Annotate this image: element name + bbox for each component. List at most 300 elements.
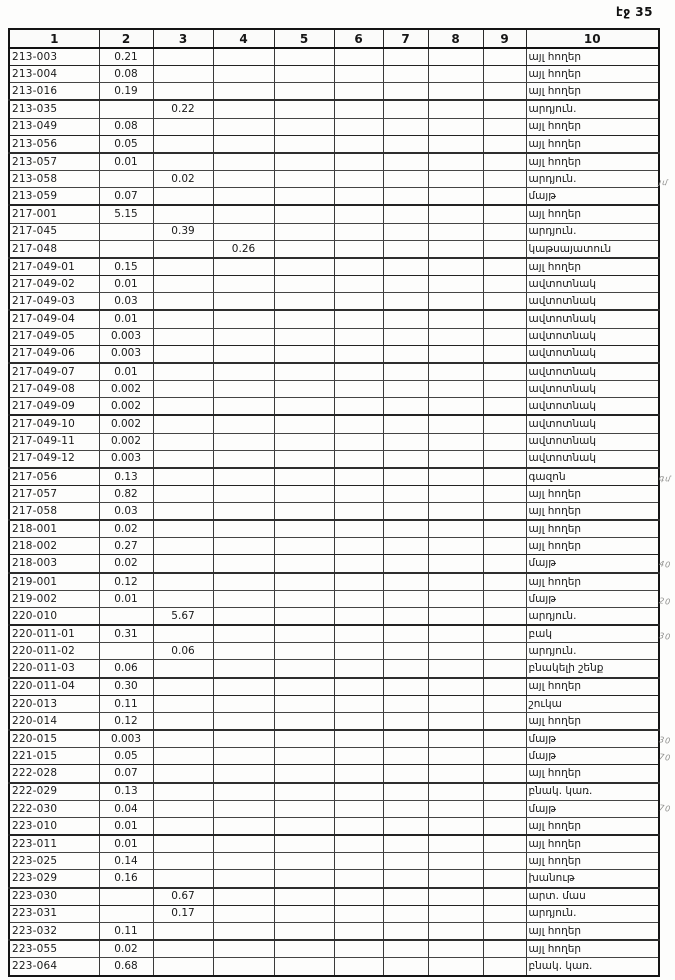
cell-value-col6: [334, 520, 383, 538]
table-row: [9, 607, 659, 625]
cell-value-col4: [213, 555, 274, 573]
cell-value-col8: [428, 66, 483, 83]
cell-value-col4: 0.26: [213, 240, 274, 258]
cell-value-col8: [428, 905, 483, 922]
cell-value-col3: [153, 48, 213, 66]
cell-value-col6: [334, 276, 383, 293]
cell-value-col4: [213, 205, 274, 223]
cell-value-col6: [334, 381, 383, 398]
table-row: [9, 625, 659, 643]
cell-value-col4: [213, 66, 274, 83]
table-row: [9, 188, 659, 206]
cell-value-col7: [383, 118, 428, 135]
cell-value-col5: [274, 118, 334, 135]
header-cell-col6: 6: [334, 29, 383, 48]
cell-value-col4: [213, 502, 274, 520]
cell-landuse: շուկա: [526, 695, 659, 712]
cell-value-col5: [274, 520, 334, 538]
cell-value-col9: [483, 171, 526, 188]
cell-value-col4: [213, 940, 274, 958]
cell-value-col6: [334, 853, 383, 870]
cell-landuse: մայթ: [526, 590, 659, 607]
cell-value-col6: [334, 205, 383, 223]
cell-value-col2: 0.02: [99, 940, 153, 958]
cell-value-col5: [274, 450, 334, 468]
cell-value-col6: [334, 660, 383, 678]
cell-landuse: բնակելի շենք: [526, 660, 659, 678]
cell-parcel-code: 217-058: [9, 502, 99, 520]
cell-value-col3: [153, 345, 213, 363]
cell-value-col7: [383, 958, 428, 976]
cell-value-col9: [483, 538, 526, 555]
table-row: [9, 835, 659, 853]
cell-value-col6: [334, 223, 383, 240]
cell-value-col6: [334, 870, 383, 888]
cell-parcel-code: 221-015: [9, 748, 99, 765]
cell-value-col6: [334, 450, 383, 468]
cell-value-col8: [428, 520, 483, 538]
cell-value-col8: [428, 468, 483, 486]
table-header: [9, 29, 659, 48]
cell-value-col8: [428, 817, 483, 835]
cell-landuse: արտ. մաս: [526, 888, 659, 906]
cell-value-col4: [213, 625, 274, 643]
cell-value-col2: 0.13: [99, 468, 153, 486]
cell-value-col5: [274, 502, 334, 520]
cell-value-col6: [334, 730, 383, 748]
cell-value-col7: [383, 363, 428, 381]
cell-value-col2: 0.02: [99, 520, 153, 538]
cell-parcel-code: 223-030: [9, 888, 99, 906]
header-cell-col5: 5: [274, 29, 334, 48]
cell-landuse: արդյուն.: [526, 607, 659, 625]
cell-value-col9: [483, 240, 526, 258]
cell-value-col2: 0.01: [99, 835, 153, 853]
cell-value-col3: [153, 765, 213, 783]
table-row: [9, 100, 659, 118]
cell-value-col4: [213, 800, 274, 817]
cell-value-col4: [213, 922, 274, 940]
cell-value-col2: [99, 171, 153, 188]
cell-value-col7: [383, 66, 428, 83]
cell-value-col8: [428, 310, 483, 328]
cell-value-col5: [274, 678, 334, 696]
cell-value-col6: [334, 433, 383, 450]
cell-value-col7: [383, 171, 428, 188]
cell-value-col8: [428, 293, 483, 311]
cadastre-table: [8, 28, 660, 977]
cell-value-col5: [274, 485, 334, 502]
cell-value-col2: 0.002: [99, 381, 153, 398]
cell-value-col9: [483, 590, 526, 607]
cell-value-col3: [153, 748, 213, 765]
cell-parcel-code: 222-028: [9, 765, 99, 783]
cell-parcel-code: 213-003: [9, 48, 99, 66]
cell-value-col9: [483, 783, 526, 801]
cell-value-col6: [334, 590, 383, 607]
cell-landuse: մայթ: [526, 555, 659, 573]
header-cell-col3: 3: [153, 29, 213, 48]
cell-value-col5: [274, 276, 334, 293]
cell-value-col3: [153, 433, 213, 450]
cell-value-col6: [334, 712, 383, 730]
cell-landuse: ավտոտնակ: [526, 381, 659, 398]
cell-value-col6: [334, 328, 383, 345]
cell-landuse: այլ հողեր: [526, 48, 659, 66]
cell-value-col8: [428, 678, 483, 696]
cell-value-col4: [213, 520, 274, 538]
cell-value-col6: [334, 83, 383, 101]
cell-value-col3: [153, 258, 213, 276]
cell-value-col4: [213, 607, 274, 625]
cell-value-col8: [428, 328, 483, 345]
cell-landuse: այլ հողեր: [526, 835, 659, 853]
cell-value-col4: [213, 765, 274, 783]
cell-value-col8: [428, 625, 483, 643]
cell-value-col8: [428, 48, 483, 66]
table-row: [9, 415, 659, 433]
cell-value-col5: [274, 48, 334, 66]
cell-parcel-code: 213-016: [9, 83, 99, 101]
cell-parcel-code: 220-011-04: [9, 678, 99, 696]
cell-value-col5: [274, 258, 334, 276]
cell-value-col9: [483, 643, 526, 660]
cell-parcel-code: 223-032: [9, 922, 99, 940]
table-row: [9, 363, 659, 381]
table-row: [9, 712, 659, 730]
cell-parcel-code: 217-045: [9, 223, 99, 240]
cell-parcel-code: 217-049-05: [9, 328, 99, 345]
cell-landuse: այլ հողեր: [526, 538, 659, 555]
cell-parcel-code: 223-011: [9, 835, 99, 853]
cell-value-col4: [213, 223, 274, 240]
cell-value-col6: [334, 100, 383, 118]
header-row: [9, 29, 659, 48]
cell-value-col9: [483, 502, 526, 520]
cell-value-col3: [153, 205, 213, 223]
cell-value-col3: [153, 118, 213, 135]
cell-value-col2: 0.14: [99, 853, 153, 870]
table-row: [9, 573, 659, 591]
page-number-label: էջ 35: [615, 5, 653, 19]
cell-value-col4: [213, 643, 274, 660]
cell-value-col8: [428, 205, 483, 223]
cell-value-col9: [483, 712, 526, 730]
cell-parcel-code: 220-011-03: [9, 660, 99, 678]
cell-value-col7: [383, 748, 428, 765]
cell-value-col5: [274, 240, 334, 258]
cell-landuse: ավտոտնակ: [526, 276, 659, 293]
cell-value-col2: 0.003: [99, 730, 153, 748]
cell-value-col4: [213, 748, 274, 765]
margin-pencil-mark: 40: [658, 559, 672, 570]
cell-value-col8: [428, 433, 483, 450]
cell-value-col8: [428, 118, 483, 135]
cell-value-col2: 0.13: [99, 783, 153, 801]
cell-landuse: այլ հողեր: [526, 153, 659, 171]
cell-value-col8: [428, 363, 483, 381]
cell-value-col3: [153, 240, 213, 258]
cell-value-col8: [428, 83, 483, 101]
cell-value-col4: [213, 188, 274, 206]
cell-value-col6: [334, 888, 383, 906]
cell-value-col6: [334, 153, 383, 171]
cell-value-col9: [483, 398, 526, 416]
cell-value-col9: [483, 328, 526, 345]
cell-value-col3: [153, 188, 213, 206]
cell-parcel-code: 213-057: [9, 153, 99, 171]
cell-value-col2: 0.003: [99, 345, 153, 363]
cell-value-col9: [483, 135, 526, 153]
cell-value-col9: [483, 870, 526, 888]
cell-value-col9: [483, 800, 526, 817]
cell-value-col5: [274, 765, 334, 783]
cell-parcel-code: 213-059: [9, 188, 99, 206]
cell-value-col6: [334, 468, 383, 486]
cell-value-col8: [428, 870, 483, 888]
cell-value-col8: [428, 730, 483, 748]
cell-parcel-code: 222-030: [9, 800, 99, 817]
cell-value-col9: [483, 450, 526, 468]
cell-value-col3: [153, 276, 213, 293]
cell-value-col9: [483, 83, 526, 101]
cell-value-col9: [483, 100, 526, 118]
cell-value-col2: [99, 888, 153, 906]
cell-value-col9: [483, 310, 526, 328]
cell-parcel-code: 217-056: [9, 468, 99, 486]
cell-value-col5: [274, 328, 334, 345]
cell-value-col4: [213, 783, 274, 801]
cell-value-col5: [274, 922, 334, 940]
cell-value-col3: [153, 153, 213, 171]
cell-value-col4: [213, 678, 274, 696]
cell-value-col2: [99, 643, 153, 660]
table-row: [9, 940, 659, 958]
cell-parcel-code: 220-011-01: [9, 625, 99, 643]
table-row: [9, 590, 659, 607]
cell-value-col4: [213, 730, 274, 748]
cell-value-col4: [213, 817, 274, 835]
cell-landuse: այլ հողեր: [526, 520, 659, 538]
cell-landuse: մայթ: [526, 800, 659, 817]
cell-value-col2: 0.08: [99, 66, 153, 83]
cell-value-col6: [334, 607, 383, 625]
cell-value-col3: [153, 678, 213, 696]
table-row: [9, 118, 659, 135]
cell-value-col5: [274, 835, 334, 853]
margin-pencil-mark: 30: [658, 735, 672, 746]
cell-landuse: այլ հողեր: [526, 765, 659, 783]
cell-value-col4: [213, 853, 274, 870]
table-row: [9, 765, 659, 783]
cell-value-col7: [383, 223, 428, 240]
cell-value-col2: [99, 100, 153, 118]
table-row: [9, 783, 659, 801]
cell-value-col9: [483, 188, 526, 206]
cell-value-col9: [483, 118, 526, 135]
cell-value-col4: [213, 118, 274, 135]
cell-landuse: այլ հողեր: [526, 485, 659, 502]
cell-value-col7: [383, 800, 428, 817]
cell-value-col3: [153, 940, 213, 958]
cell-value-col3: [153, 310, 213, 328]
cell-value-col7: [383, 590, 428, 607]
cell-value-col7: [383, 607, 428, 625]
cell-value-col6: [334, 573, 383, 591]
cell-value-col8: [428, 695, 483, 712]
cell-value-col2: 0.002: [99, 433, 153, 450]
cell-value-col2: 0.01: [99, 817, 153, 835]
cell-value-col9: [483, 345, 526, 363]
table-row: [9, 433, 659, 450]
cell-value-col2: 0.21: [99, 48, 153, 66]
cell-parcel-code: 217-057: [9, 485, 99, 502]
cell-parcel-code: 218-001: [9, 520, 99, 538]
cell-value-col6: [334, 48, 383, 66]
cell-parcel-code: 223-025: [9, 853, 99, 870]
cell-value-col9: [483, 555, 526, 573]
table-row: [9, 748, 659, 765]
cell-value-col9: [483, 817, 526, 835]
table-row: [9, 485, 659, 502]
cell-value-col6: [334, 958, 383, 976]
cell-value-col8: [428, 450, 483, 468]
cell-value-col5: [274, 590, 334, 607]
cell-value-col6: [334, 240, 383, 258]
cell-value-col9: [483, 48, 526, 66]
cell-landuse: ավտոտնակ: [526, 398, 659, 416]
cell-value-col8: [428, 940, 483, 958]
header-cell-col9: 9: [483, 29, 526, 48]
cell-value-col6: [334, 135, 383, 153]
cell-value-col3: 0.06: [153, 643, 213, 660]
cell-value-col2: [99, 607, 153, 625]
cell-value-col4: [213, 712, 274, 730]
cell-value-col8: [428, 853, 483, 870]
cell-value-col7: [383, 712, 428, 730]
cell-value-col9: [483, 660, 526, 678]
cell-value-col7: [383, 345, 428, 363]
cell-value-col2: 0.68: [99, 958, 153, 976]
table-row: [9, 223, 659, 240]
table-row: [9, 240, 659, 258]
cell-value-col6: [334, 118, 383, 135]
cell-value-col4: [213, 153, 274, 171]
cell-landuse: այլ հողեր: [526, 205, 659, 223]
cell-value-col7: [383, 888, 428, 906]
cell-value-col9: [483, 765, 526, 783]
cell-parcel-code: 213-004: [9, 66, 99, 83]
cell-value-col6: [334, 905, 383, 922]
cell-parcel-code: 213-058: [9, 171, 99, 188]
table-row: [9, 922, 659, 940]
cell-value-col3: 5.67: [153, 607, 213, 625]
cell-value-col6: [334, 188, 383, 206]
table-row: [9, 171, 659, 188]
table-row: [9, 502, 659, 520]
cell-value-col4: [213, 450, 274, 468]
cell-value-col5: [274, 100, 334, 118]
cell-value-col8: [428, 345, 483, 363]
cell-value-col7: [383, 328, 428, 345]
cell-value-col5: [274, 538, 334, 555]
cell-value-col4: [213, 171, 274, 188]
cell-value-col3: [153, 83, 213, 101]
cell-landuse: այլ հողեր: [526, 502, 659, 520]
cell-landuse: բնակ. կառ.: [526, 958, 659, 976]
cell-value-col4: [213, 276, 274, 293]
cell-value-col4: [213, 363, 274, 381]
cell-value-col9: [483, 276, 526, 293]
cell-value-col3: [153, 783, 213, 801]
cell-value-col4: [213, 398, 274, 416]
cell-value-col7: [383, 573, 428, 591]
cell-value-col2: 0.03: [99, 293, 153, 311]
cell-value-col5: [274, 135, 334, 153]
cell-value-col2: 0.16: [99, 870, 153, 888]
margin-pencil-mark: 70: [658, 752, 672, 763]
table-row: [9, 66, 659, 83]
cell-value-col3: [153, 502, 213, 520]
cell-value-col2: 0.003: [99, 450, 153, 468]
cell-value-col4: [213, 345, 274, 363]
table-row: [9, 258, 659, 276]
cell-landuse: ավտոտնակ: [526, 450, 659, 468]
cell-value-col5: [274, 607, 334, 625]
cell-value-col4: [213, 135, 274, 153]
cell-value-col9: [483, 205, 526, 223]
cell-value-col8: [428, 660, 483, 678]
table-row: [9, 678, 659, 696]
cell-value-col7: [383, 835, 428, 853]
table-row: [9, 48, 659, 66]
cell-value-col2: 0.02: [99, 555, 153, 573]
cell-value-col4: [213, 468, 274, 486]
cell-value-col3: [153, 730, 213, 748]
cell-value-col7: [383, 502, 428, 520]
cell-value-col2: 0.01: [99, 153, 153, 171]
cell-value-col8: [428, 573, 483, 591]
cell-parcel-code: 213-035: [9, 100, 99, 118]
cell-value-col4: [213, 433, 274, 450]
cell-value-col6: [334, 765, 383, 783]
cell-value-col3: [153, 660, 213, 678]
table-row: [9, 345, 659, 363]
cell-value-col6: [334, 555, 383, 573]
cell-value-col9: [483, 415, 526, 433]
cell-landuse: արդյուն.: [526, 100, 659, 118]
cell-value-col7: [383, 853, 428, 870]
cell-value-col8: [428, 607, 483, 625]
cell-parcel-code: 217-049-09: [9, 398, 99, 416]
cell-value-col9: [483, 730, 526, 748]
cell-value-col7: [383, 625, 428, 643]
cell-value-col7: [383, 643, 428, 660]
header-cell-col8: 8: [428, 29, 483, 48]
cell-value-col5: [274, 223, 334, 240]
cell-parcel-code: 219-001: [9, 573, 99, 591]
table-row: [9, 695, 659, 712]
cell-value-col3: 0.67: [153, 888, 213, 906]
header-cell-col10: 10: [526, 29, 659, 48]
cell-value-col5: [274, 712, 334, 730]
cell-landuse: բնակ. կառ.: [526, 783, 659, 801]
cell-value-col7: [383, 48, 428, 66]
cell-parcel-code: 213-056: [9, 135, 99, 153]
cell-value-col2: [99, 223, 153, 240]
cell-value-col2: 0.03: [99, 502, 153, 520]
cell-value-col9: [483, 922, 526, 940]
